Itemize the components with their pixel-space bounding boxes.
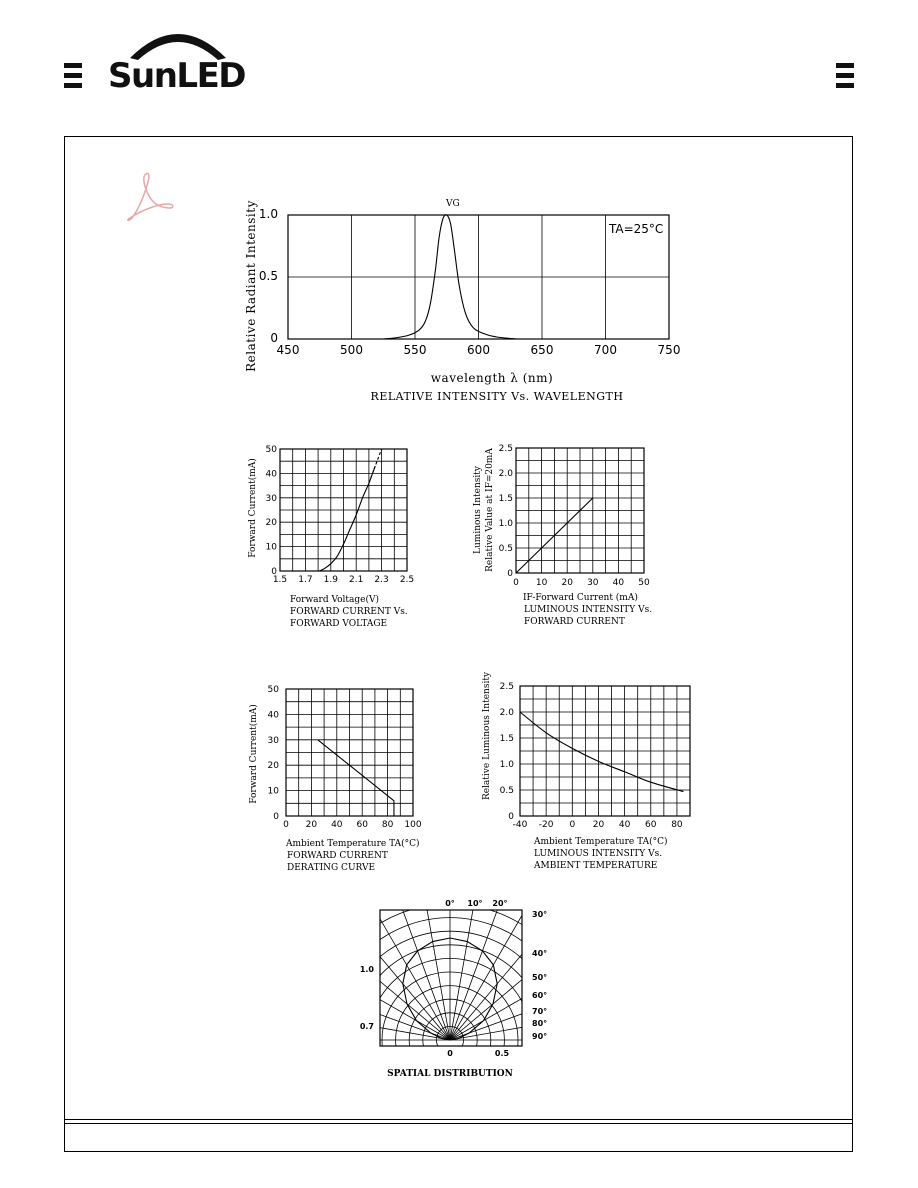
luminous-current-plot-area (499, 444, 650, 588)
x-tick-label: 30 (587, 578, 599, 588)
x-tick-label: 700 (594, 343, 617, 357)
angle-label: 80° (532, 1019, 548, 1028)
angle-label: 40° (532, 949, 548, 958)
spatial-distribution-chart (350, 894, 550, 1084)
x-tick-label: 20 (305, 820, 318, 830)
x-tick-label: 0 (569, 820, 576, 830)
y-tick-label: 0.5 (498, 544, 513, 554)
y-tick-label: 1.0 (498, 519, 513, 529)
y-tick-label: 50 (265, 445, 277, 455)
angle-label: 0° (445, 899, 455, 908)
x-tick-label: 550 (403, 343, 427, 357)
angle-label: 90° (532, 1032, 548, 1041)
y-axis-label-line2: Relative Value at IF=20mA (485, 448, 495, 572)
luminous-temperature-plot-area (500, 682, 690, 830)
y-tick-label: 1.0 (258, 207, 278, 221)
radius-label: 1.0 (359, 965, 374, 974)
x-tick-label: -40 (512, 820, 528, 830)
y-tick-label: 0 (507, 569, 513, 579)
angle-label: 70° (532, 1007, 548, 1016)
y-tick-label: 1.5 (498, 494, 513, 504)
x-tick-label: 0 (283, 820, 289, 830)
x-axis-label: Ambient Temperature TA(°C) (286, 839, 420, 849)
x-tick-label: 450 (276, 343, 300, 357)
y-tick-label: 2.0 (498, 469, 513, 479)
luminous-temperature-chart (478, 656, 708, 876)
y-axis-label-line1: Luminous Intensity (473, 466, 483, 554)
y-tick-label: 0.5 (258, 269, 278, 283)
y-tick-label: 20 (267, 761, 279, 772)
adobe-acrobat-icon (124, 172, 174, 222)
y-tick-label: 2.0 (499, 708, 514, 718)
x-tick-label: 60 (356, 820, 368, 830)
x-axis-label: wavelength λ (nm) (430, 371, 554, 385)
y-tick-label: 40 (265, 469, 277, 480)
brand-logo[interactable]: SunLED (108, 56, 246, 96)
y-tick-label: 10 (267, 786, 279, 797)
x-tick-label: 600 (467, 343, 490, 357)
angle-label: 50° (532, 973, 548, 982)
x-tick-label: 20 (592, 820, 605, 830)
x-tick-label: 20 (561, 578, 573, 588)
x-tick-label: 1.9 (323, 575, 338, 585)
y-tick-label: 30 (265, 493, 277, 504)
y-tick-label: 0 (273, 812, 279, 822)
x-tick-label: 80 (381, 820, 394, 830)
x-tick-label: 40 (612, 578, 625, 588)
chart-caption-line2: FORWARD VOLTAGE (290, 619, 388, 629)
y-tick-label: 50 (267, 685, 279, 695)
angle-label: 10° (467, 899, 483, 908)
x-tick-label: 80 (671, 820, 683, 830)
header-bar (0, 0, 918, 120)
angle-label: 20° (492, 899, 508, 908)
menu-icon[interactable] (836, 63, 854, 89)
y-tick-label: 40 (267, 710, 279, 721)
x-tick-label: 50 (638, 578, 650, 588)
derating-plot-area (268, 685, 422, 830)
x-axis-label: IF-Forward Current (mA) (523, 593, 638, 603)
x-tick-label: 100 (404, 820, 422, 830)
chart-caption-line2: DERATING CURVE (287, 863, 376, 873)
y-axis-label: Relative Radiant Intensity (244, 200, 258, 372)
chart-caption-line2: FORWARD CURRENT (524, 617, 625, 627)
x-tick-label: 60 (645, 820, 657, 830)
x-tick-label: 10 (535, 578, 548, 588)
x-tick-label: -20 (538, 820, 554, 830)
chart-caption: SPATIAL DISTRIBUTION (387, 1069, 513, 1079)
x-tick-label: 500 (340, 343, 363, 357)
y-axis-label: Forward Current(mA) (249, 704, 259, 804)
y-tick-label: 1.0 (499, 760, 514, 770)
y-tick-label: 20 (265, 518, 277, 529)
series-line-0 (520, 712, 683, 792)
chart-caption-line2: AMBIENT TEMPERATURE (534, 861, 658, 871)
radius-label: 0.7 (359, 1022, 374, 1031)
chart-caption: RELATIVE INTENSITY Vs. WAVELENGTH (370, 390, 624, 403)
y-axis-label: Relative Luminous Intensity (482, 671, 492, 801)
luminous-current-chart (468, 436, 668, 636)
y-tick-label: 0 (270, 331, 278, 345)
y-tick-label: 2.5 (499, 682, 514, 692)
x-tick-label: 2.3 (374, 575, 389, 585)
y-tick-label: 2.5 (498, 444, 513, 454)
angle-label: 60° (532, 991, 548, 1000)
x-tick-label: 40 (331, 820, 343, 830)
footer-divider (64, 1119, 853, 1124)
y-tick-label: 0 (271, 567, 277, 577)
x-tick-label: 40 (618, 820, 631, 830)
chart-caption-line1: LUMINOUS INTENSITY Vs. (534, 849, 663, 859)
angle-label: 30° (532, 910, 548, 919)
x-tick-label: 650 (530, 343, 554, 357)
x-tick-label: 2.1 (349, 575, 364, 585)
menu-icon[interactable] (64, 63, 82, 89)
y-tick-label: 10 (265, 542, 277, 553)
x-tick-label: 2.5 (399, 575, 415, 585)
y-tick-label: 30 (267, 735, 279, 746)
spectrum-chart (238, 176, 708, 416)
y-tick-label: 1.5 (499, 734, 514, 744)
temperature-annotation: TA=25°C (609, 222, 664, 236)
chart-caption-line1: FORWARD CURRENT Vs. (290, 607, 408, 617)
y-tick-label: 0.5 (499, 786, 514, 796)
series-line-0 (319, 466, 375, 571)
derating-chart (246, 680, 446, 880)
x-axis-label: Forward Voltage(V) (290, 595, 380, 605)
chart-caption-line1: FORWARD CURRENT (287, 851, 388, 861)
series-label-vg: VG (446, 199, 460, 209)
chart-caption-line1: LUMINOUS INTENSITY Vs. (524, 605, 653, 615)
x-tick-label: 1.5 (272, 575, 288, 585)
x-axis-label: Ambient Temperature TA(°C) (534, 837, 668, 847)
iv-plot-area (266, 445, 415, 585)
y-axis-label: Forward Current(mA) (248, 458, 258, 558)
bottom-axis-label: 0.5 (494, 1049, 510, 1058)
x-tick-label: 1.7 (298, 575, 313, 585)
x-tick-label: 750 (657, 343, 681, 357)
iv-chart (245, 440, 425, 640)
bottom-axis-label: 0 (447, 1049, 453, 1058)
plot-frame (380, 910, 522, 1046)
y-tick-label: 0 (508, 812, 514, 822)
x-tick-label: 0 (513, 578, 519, 588)
